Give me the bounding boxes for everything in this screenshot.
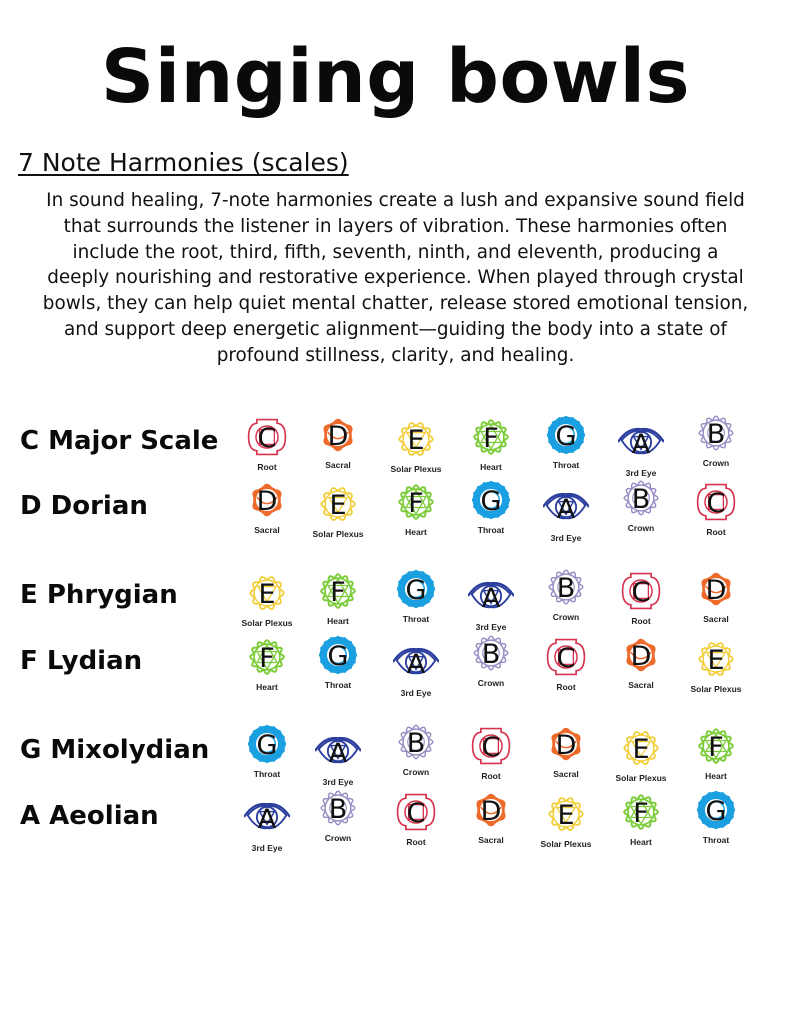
scale-name: F Lydian bbox=[20, 646, 143, 676]
intro-line: deeply nourishing and restorative experience. When played through crystal bbox=[47, 267, 744, 289]
singing-bowl bbox=[381, 789, 451, 867]
note-letter: E bbox=[632, 734, 650, 765]
singing-bowl bbox=[303, 785, 373, 863]
scale-name: G Mixolydian bbox=[20, 735, 210, 765]
note-letter: E bbox=[557, 800, 575, 831]
singing-bowl bbox=[232, 721, 302, 799]
note-letter: B bbox=[328, 794, 348, 825]
chakra-label: Solar Plexus bbox=[241, 618, 293, 628]
note-letter: E bbox=[258, 579, 276, 610]
note-letter: F bbox=[408, 488, 424, 519]
note-letter: D bbox=[480, 796, 502, 827]
chakra-label: Root bbox=[257, 462, 277, 472]
singing-bowl bbox=[456, 787, 526, 865]
note-letter: G bbox=[327, 641, 349, 672]
chakra-label: 3rd Eye bbox=[251, 843, 283, 853]
chakra-label: Sacral bbox=[628, 680, 654, 690]
singing-bowl bbox=[381, 719, 451, 797]
note-letter: D bbox=[256, 486, 278, 517]
chakra-label: 3rd Eye bbox=[625, 468, 657, 478]
note-letter: C bbox=[631, 577, 651, 608]
chakra-label: Heart bbox=[480, 462, 502, 472]
intro-line: bowls, they can help quiet mental chatter, release stored emotional tension, bbox=[42, 293, 749, 315]
chakra-label: Sacral bbox=[325, 460, 351, 470]
page-title: Singing bowls bbox=[100, 34, 691, 120]
singing-bowl bbox=[531, 634, 601, 712]
note-letter: B bbox=[706, 419, 726, 450]
chakra-label: Root bbox=[481, 771, 501, 781]
note-letter: F bbox=[633, 798, 649, 829]
chakra-label: Heart bbox=[405, 527, 427, 537]
chakra-label: Sacral bbox=[478, 835, 504, 845]
chakra-label: 3rd Eye bbox=[322, 777, 354, 787]
chakra-label: Crown bbox=[477, 678, 505, 688]
chakra-label: Crown bbox=[702, 458, 730, 468]
scale-name: A Aeolian bbox=[20, 801, 159, 831]
singing-bowl bbox=[531, 412, 601, 490]
note-letter: C bbox=[556, 643, 576, 674]
singing-bowl bbox=[456, 477, 526, 555]
note-letter: D bbox=[705, 575, 727, 606]
scale-name: D Dorian bbox=[20, 491, 148, 521]
note-letter: A bbox=[481, 583, 501, 614]
singing-bowl bbox=[381, 479, 451, 557]
scale-row bbox=[0, 639, 791, 726]
note-letter: G bbox=[555, 421, 577, 452]
chakra-label: Heart bbox=[327, 616, 349, 626]
chakra-label: Sacral bbox=[254, 525, 280, 535]
note-letter: G bbox=[480, 486, 502, 517]
note-letter: D bbox=[327, 421, 349, 452]
intro-line: and support deep energetic alignment—guiding the body into a state of bbox=[64, 318, 727, 340]
note-letter: C bbox=[406, 798, 426, 829]
note-letter: E bbox=[707, 645, 725, 676]
note-letter: F bbox=[483, 423, 499, 454]
chakra-label: Root bbox=[556, 682, 576, 692]
singing-bowl bbox=[531, 485, 601, 563]
chakra-label: Crown bbox=[324, 833, 352, 843]
note-letter: F bbox=[708, 732, 724, 763]
note-letter: G bbox=[705, 796, 727, 827]
note-letter: E bbox=[329, 490, 347, 521]
chakra-label: Throat bbox=[552, 460, 580, 470]
singing-bowl bbox=[303, 481, 373, 559]
chakra-label: Solar Plexus bbox=[390, 464, 442, 474]
chakra-label: Heart bbox=[256, 682, 278, 692]
singing-bowl bbox=[681, 566, 751, 644]
note-letter: A bbox=[257, 804, 277, 835]
note-letter: C bbox=[257, 423, 277, 454]
note-letter: A bbox=[556, 494, 576, 525]
chakra-label: Heart bbox=[705, 771, 727, 781]
intro-line: include the root, third, fifth, seventh, ninth, and eleventh, producing a bbox=[72, 241, 719, 263]
note-letter: D bbox=[630, 641, 652, 672]
singing-bowl bbox=[606, 475, 676, 553]
chakra-label: 3rd Eye bbox=[400, 688, 432, 698]
intro-paragraph bbox=[10, 188, 781, 369]
chakra-label: Throat bbox=[324, 680, 352, 690]
note-letter: C bbox=[706, 488, 726, 519]
chakra-label: Throat bbox=[702, 835, 730, 845]
scale-row bbox=[0, 484, 791, 571]
note-letter: A bbox=[631, 429, 651, 460]
note-letter: A bbox=[328, 738, 348, 769]
singing-bowl bbox=[232, 795, 302, 873]
singing-bowl bbox=[232, 477, 302, 555]
singing-bowl bbox=[303, 632, 373, 710]
note-letter: E bbox=[407, 425, 425, 456]
chakra-label: Solar Plexus bbox=[690, 684, 742, 694]
note-letter: D bbox=[555, 730, 577, 761]
chakra-label: Root bbox=[706, 527, 726, 537]
intro-line: that surrounds the listener in layers of vibration. These harmonies often bbox=[63, 215, 728, 237]
singing-bowl bbox=[606, 632, 676, 710]
singing-bowl bbox=[531, 564, 601, 642]
chakra-label: Solar Plexus bbox=[540, 839, 592, 849]
singing-bowl bbox=[681, 410, 751, 488]
chakra-label: Crown bbox=[552, 612, 580, 622]
chakra-label: Root bbox=[406, 837, 426, 847]
note-letter: B bbox=[481, 639, 501, 670]
section-heading: 7 Note Harmonies (scales) bbox=[18, 148, 349, 177]
note-letter: F bbox=[259, 643, 275, 674]
note-letter: G bbox=[256, 730, 278, 761]
intro-line: profound stillness, clarity, and healing. bbox=[216, 344, 575, 366]
chakra-label: 3rd Eye bbox=[550, 533, 582, 543]
scale-name: E Phrygian bbox=[20, 580, 178, 610]
singing-bowl bbox=[681, 636, 751, 714]
note-letter: F bbox=[330, 577, 346, 608]
singing-bowl bbox=[681, 787, 751, 865]
singing-bowl bbox=[381, 566, 451, 644]
chakra-label: Root bbox=[631, 616, 651, 626]
singing-bowl bbox=[303, 412, 373, 490]
chakra-label: Heart bbox=[630, 837, 652, 847]
singing-bowl bbox=[606, 789, 676, 867]
note-letter: C bbox=[481, 732, 501, 763]
note-letter: G bbox=[405, 575, 427, 606]
chakra-label: Throat bbox=[253, 769, 281, 779]
scale-name: C Major Scale bbox=[20, 426, 219, 456]
note-letter: B bbox=[556, 573, 576, 604]
chakra-label: Solar Plexus bbox=[615, 773, 667, 783]
chakra-label: Sacral bbox=[703, 614, 729, 624]
chakra-label: Crown bbox=[627, 523, 655, 533]
chakra-label: 3rd Eye bbox=[475, 622, 507, 632]
singing-bowl bbox=[681, 479, 751, 557]
singing-bowl bbox=[531, 721, 601, 799]
chakra-label: Throat bbox=[402, 614, 430, 624]
singing-bowl bbox=[232, 634, 302, 712]
intro-line: In sound healing, 7-note harmonies create a lush and expansive sound field bbox=[46, 190, 745, 211]
scale-row bbox=[0, 794, 791, 881]
note-letter: B bbox=[631, 484, 651, 515]
chakra-label: Throat bbox=[477, 525, 505, 535]
singing-bowl bbox=[381, 640, 451, 718]
singing-bowl bbox=[531, 791, 601, 869]
chakra-label: Crown bbox=[402, 767, 430, 777]
singing-bowl bbox=[456, 630, 526, 708]
chakra-label: Solar Plexus bbox=[312, 529, 364, 539]
chakra-label: Sacral bbox=[553, 769, 579, 779]
note-letter: B bbox=[406, 728, 426, 759]
note-letter: A bbox=[406, 649, 426, 680]
